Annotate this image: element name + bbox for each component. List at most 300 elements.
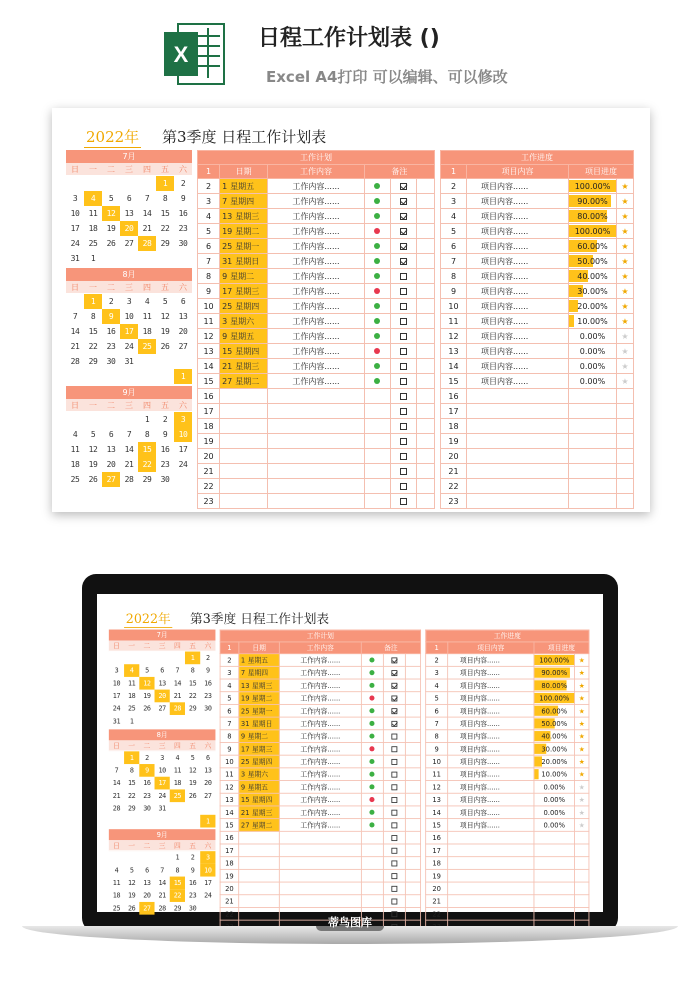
calendar-day[interactable]: 3 [114,666,119,675]
calendar-day[interactable]: 19 [160,327,170,336]
checkbox[interactable] [391,797,397,803]
calendar-day[interactable]: 2 [190,853,195,862]
date-cell[interactable] [239,882,280,895]
work-content[interactable]: 工作内容...... [268,374,364,389]
calendar-day[interactable]: 4 [84,191,102,206]
work-content[interactable]: 工作内容...... [268,284,364,299]
calendar-day[interactable]: 22 [188,692,197,700]
checkbox-cell[interactable] [383,755,405,768]
checkbox[interactable] [400,468,407,475]
calendar-day[interactable]: 7 [114,766,119,775]
checkbox[interactable] [400,228,407,235]
calendar-day[interactable] [102,176,120,191]
calendar-day[interactable]: 1 [144,415,150,424]
project-content[interactable]: 项目内容...... [467,344,569,359]
calendar-day[interactable]: 1 [175,853,180,862]
project-content[interactable]: 项目内容...... [448,819,534,832]
date-cell[interactable] [220,359,268,374]
calendar-day[interactable]: 5 [190,753,195,762]
calendar-day[interactable]: 11 [112,879,121,887]
calendar-day[interactable]: 1 [90,254,96,263]
checkbox[interactable] [391,784,397,790]
calendar-day[interactable]: 3 [72,194,78,203]
calendar-day[interactable]: 31 [124,357,134,366]
calendar-day[interactable] [155,815,170,828]
project-content[interactable]: 项目内容...... [448,717,534,730]
date-cell[interactable] [239,819,280,832]
calendar-day[interactable]: 16 [188,879,197,887]
checkbox[interactable] [400,483,407,490]
calendar-day[interactable]: 16 [178,209,188,218]
calendar-day[interactable]: 27 [178,342,188,351]
calendar-day[interactable]: 10 [174,427,192,442]
calendar-day[interactable]: 12 [102,206,120,221]
checkbox-cell[interactable] [383,806,405,819]
checkbox-cell[interactable] [383,781,405,794]
calendar-day[interactable]: 21 [124,460,134,469]
calendar-day[interactable]: 22 [170,889,185,902]
calendar-day[interactable] [139,851,154,864]
checkbox[interactable] [400,243,407,250]
calendar-day[interactable] [138,369,156,384]
calendar-day[interactable]: 5 [108,194,114,203]
calendar-day[interactable] [66,294,84,309]
work-content[interactable]: 工作内容...... [268,254,364,269]
calendar-day[interactable]: 21 [158,891,166,900]
calendar-day[interactable]: 19 [106,224,116,233]
checkbox[interactable] [400,198,407,205]
calendar-day[interactable]: 24 [112,704,121,713]
calendar-day[interactable]: 10 [70,209,80,218]
calendar-day[interactable]: 9 [102,309,120,324]
calendar-day[interactable]: 4 [144,297,150,306]
date-cell[interactable] [239,857,280,870]
date-cell[interactable] [220,194,268,209]
work-content[interactable]: 工作内容...... [268,209,364,224]
checkbox-cell[interactable] [390,329,416,344]
date-cell[interactable] [220,299,268,314]
date-cell[interactable] [220,389,268,404]
checkbox-cell[interactable] [390,404,416,419]
date-cell[interactable] [239,793,280,806]
date-cell[interactable] [239,895,280,908]
checkbox-cell[interactable] [390,419,416,434]
calendar-day[interactable]: 1 [84,294,102,309]
calendar-day[interactable]: 15 [88,327,98,336]
calendar-day[interactable]: 4 [72,430,78,439]
calendar-day[interactable]: 25 [88,239,98,248]
calendar-day[interactable]: 6 [205,753,210,762]
calendar-day[interactable] [84,369,102,384]
date-cell[interactable] [239,666,280,679]
calendar-day[interactable]: 8 [162,194,168,203]
calendar-day[interactable]: 1 [156,176,174,191]
work-content[interactable] [268,494,364,509]
project-content[interactable] [467,434,569,449]
checkbox[interactable] [400,498,407,505]
work-content[interactable]: 工作内容...... [280,730,362,743]
calendar-day[interactable] [155,715,170,728]
calendar-day[interactable]: 7 [126,430,132,439]
calendar-day[interactable]: 13 [204,766,212,775]
project-content[interactable] [467,449,569,464]
calendar-day[interactable]: 20 [106,460,116,469]
calendar-day[interactable] [185,715,200,728]
work-content[interactable] [268,419,364,434]
project-content[interactable]: 项目内容...... [448,742,534,755]
calendar-day[interactable] [138,176,156,191]
date-cell[interactable] [239,831,280,844]
project-content[interactable] [448,831,534,844]
calendar-day[interactable]: 22 [88,342,98,351]
calendar-day[interactable]: 4 [175,753,180,762]
calendar-day[interactable]: 3 [200,851,215,864]
calendar-day[interactable]: 8 [144,430,150,439]
calendar-day[interactable]: 9 [190,866,195,875]
calendar-day[interactable]: 21 [173,692,182,700]
calendar-day[interactable] [124,652,139,665]
checkbox-cell[interactable] [383,882,405,895]
work-content[interactable] [268,404,364,419]
project-content[interactable]: 项目内容...... [467,239,569,254]
calendar-day[interactable]: 13 [143,879,151,887]
calendar-day[interactable]: 12 [88,445,98,454]
calendar-day[interactable]: 27 [139,902,154,915]
project-content[interactable] [467,419,569,434]
checkbox[interactable] [400,288,407,295]
checkbox[interactable] [391,657,397,663]
calendar-day[interactable]: 25 [138,339,156,354]
work-content[interactable] [280,895,362,908]
calendar-day[interactable]: 1 [129,717,134,726]
calendar-day[interactable]: 3 [160,753,164,762]
calendar-day[interactable]: 28 [158,904,166,913]
calendar-day[interactable] [170,815,185,828]
calendar-day[interactable]: 23 [106,342,116,351]
calendar-day[interactable]: 14 [142,209,152,218]
project-content[interactable] [467,389,569,404]
project-content[interactable] [448,844,534,857]
calendar-day[interactable] [174,251,192,266]
calendar-day[interactable]: 29 [128,804,136,813]
checkbox-cell[interactable] [390,494,416,509]
work-content[interactable]: 工作内容...... [280,768,362,781]
calendar-day[interactable]: 6 [145,866,149,875]
checkbox-cell[interactable] [390,434,416,449]
calendar-day[interactable]: 27 [124,239,134,248]
checkbox-cell[interactable] [390,374,416,389]
checkbox-cell[interactable] [390,449,416,464]
date-cell[interactable] [239,844,280,857]
checkbox[interactable] [391,809,397,815]
work-content[interactable]: 工作内容...... [280,704,362,717]
date-cell[interactable] [220,434,268,449]
checkbox-cell[interactable] [383,730,405,743]
calendar-day[interactable] [155,851,170,864]
checkbox[interactable] [391,873,397,879]
calendar-day[interactable]: 13 [158,679,166,688]
calendar-day[interactable]: 2 [180,179,186,188]
calendar-day[interactable]: 17 [70,224,80,233]
calendar-day[interactable] [139,715,154,728]
work-content[interactable]: 工作内容...... [268,224,364,239]
checkbox[interactable] [391,835,397,841]
calendar-day[interactable]: 14 [158,879,166,887]
checkbox-cell[interactable] [390,479,416,494]
date-cell[interactable] [220,179,268,194]
checkbox[interactable] [400,303,407,310]
calendar-day[interactable]: 20 [178,327,188,336]
calendar-day[interactable]: 25 [112,904,121,913]
calendar-day[interactable]: 5 [90,430,96,439]
calendar-day[interactable]: 14 [112,779,121,787]
checkbox[interactable] [400,423,407,430]
checkbox-cell[interactable] [390,359,416,374]
project-content[interactable] [467,404,569,419]
calendar-day[interactable]: 20 [204,779,212,787]
checkbox[interactable] [391,695,397,701]
date-cell[interactable] [239,692,280,705]
calendar-day[interactable]: 15 [170,877,185,890]
date-cell[interactable] [239,654,280,667]
calendar-day[interactable]: 7 [72,312,78,321]
work-content[interactable]: 工作内容...... [280,666,362,679]
date-cell[interactable] [239,806,280,819]
calendar-day[interactable]: 27 [158,704,166,713]
project-content[interactable]: 项目内容...... [448,692,534,705]
calendar-day[interactable] [200,802,215,815]
checkbox-cell[interactable] [390,314,416,329]
calendar-day[interactable]: 10 [112,679,121,688]
project-content[interactable] [467,494,569,509]
checkbox-cell[interactable] [383,857,405,870]
calendar-day[interactable]: 4 [114,866,119,875]
checkbox-cell[interactable] [390,389,416,404]
calendar-day[interactable]: 9 [205,666,210,675]
calendar-day[interactable]: 25 [70,475,80,484]
calendar-day[interactable]: 19 [128,891,136,900]
calendar-day[interactable]: 18 [142,327,152,336]
calendar-day[interactable]: 3 [126,297,132,306]
calendar-day[interactable] [66,176,84,191]
calendar-day[interactable]: 11 [173,766,182,775]
checkbox-cell[interactable] [390,194,416,209]
checkbox[interactable] [391,682,397,688]
calendar-day[interactable] [120,369,138,384]
calendar-day[interactable] [174,472,192,487]
calendar-day[interactable]: 15 [138,442,156,457]
calendar-day[interactable]: 18 [88,224,98,233]
project-content[interactable]: 项目内容...... [448,806,534,819]
work-content[interactable] [268,389,364,404]
calendar-day[interactable]: 26 [143,704,151,713]
checkbox-cell[interactable] [390,284,416,299]
calendar-day[interactable]: 11 [142,312,152,321]
date-cell[interactable] [220,464,268,479]
calendar-day[interactable]: 6 [108,430,114,439]
date-cell[interactable] [220,419,268,434]
checkbox[interactable] [400,453,407,460]
calendar-day[interactable] [138,354,156,369]
checkbox-cell[interactable] [383,844,405,857]
checkbox[interactable] [400,318,407,325]
calendar-day[interactable]: 25 [170,789,185,802]
calendar-day[interactable]: 10 [158,766,166,775]
work-content[interactable] [280,869,362,882]
calendar-day[interactable] [174,354,192,369]
project-content[interactable]: 项目内容...... [448,755,534,768]
calendar-day[interactable]: 18 [112,891,121,900]
calendar-day[interactable] [109,652,124,665]
work-content[interactable]: 工作内容...... [280,755,362,768]
calendar-day[interactable]: 7 [175,666,180,675]
date-cell[interactable] [220,479,268,494]
calendar-day[interactable]: 12 [128,879,136,887]
calendar-day[interactable]: 29 [173,904,182,913]
calendar-day[interactable]: 29 [188,704,197,713]
calendar-day[interactable]: 24 [178,460,188,469]
date-cell[interactable] [220,224,268,239]
calendar-day[interactable]: 6 [126,194,132,203]
checkbox[interactable] [391,708,397,714]
calendar-day[interactable]: 22 [138,457,156,472]
calendar-day[interactable]: 8 [190,666,195,675]
date-cell[interactable] [220,209,268,224]
date-cell[interactable] [220,374,268,389]
calendar-day[interactable] [156,354,174,369]
date-cell[interactable] [239,742,280,755]
calendar-day[interactable]: 26 [88,475,98,484]
checkbox[interactable] [400,183,407,190]
checkbox-cell[interactable] [390,269,416,284]
calendar-day[interactable]: 9 [139,764,154,777]
calendar-day[interactable]: 13 [178,312,188,321]
calendar-day[interactable]: 4 [124,664,139,677]
calendar-day[interactable]: 18 [173,779,182,787]
checkbox-cell[interactable] [390,254,416,269]
work-content[interactable]: 工作内容...... [280,781,362,794]
calendar-day[interactable]: 8 [129,766,134,775]
calendar-day[interactable]: 9 [162,430,168,439]
calendar-day[interactable]: 16 [143,779,151,787]
checkbox[interactable] [391,746,397,752]
checkbox[interactable] [400,333,407,340]
calendar-day[interactable]: 24 [70,239,80,248]
calendar-day[interactable]: 1 [200,815,215,828]
calendar-day[interactable]: 20 [120,221,138,236]
calendar-day[interactable] [66,412,84,427]
calendar-day[interactable] [200,715,215,728]
checkbox[interactable] [391,898,397,904]
checkbox[interactable] [391,670,397,676]
calendar-day[interactable]: 2 [145,753,149,762]
calendar-day[interactable]: 28 [124,475,134,484]
calendar-day[interactable]: 16 [106,327,116,336]
date-cell[interactable] [239,704,280,717]
work-content[interactable]: 工作内容...... [268,269,364,284]
checkbox-cell[interactable] [383,666,405,679]
calendar-day[interactable]: 19 [188,779,197,787]
checkbox-cell[interactable] [383,717,405,730]
project-content[interactable]: 项目内容...... [467,269,569,284]
calendar-day[interactable]: 31 [158,804,166,813]
checkbox[interactable] [400,393,407,400]
calendar-day[interactable] [156,251,174,266]
work-content[interactable]: 工作内容...... [280,717,362,730]
date-cell[interactable] [239,679,280,692]
project-content[interactable]: 项目内容...... [467,329,569,344]
calendar-day[interactable]: 29 [142,475,152,484]
calendar-day[interactable]: 6 [180,297,186,306]
project-content[interactable]: 项目内容...... [448,768,534,781]
checkbox-cell[interactable] [383,742,405,755]
calendar-day[interactable] [120,251,138,266]
calendar-day[interactable]: 7 [144,194,150,203]
calendar-day[interactable]: 1 [174,369,192,384]
calendar-day[interactable]: 27 [102,472,120,487]
calendar-day[interactable] [120,412,138,427]
date-cell[interactable] [239,730,280,743]
calendar-day[interactable]: 26 [188,791,197,800]
calendar-day[interactable]: 26 [128,904,136,913]
calendar-day[interactable] [156,369,174,384]
calendar-day[interactable]: 21 [112,791,121,800]
calendar-day[interactable] [109,751,124,764]
project-content[interactable] [448,869,534,882]
calendar-day[interactable]: 8 [175,866,180,875]
calendar-day[interactable]: 20 [155,690,170,703]
work-content[interactable] [280,882,362,895]
calendar-day[interactable]: 21 [70,342,80,351]
calendar-day[interactable] [185,815,200,828]
calendar-day[interactable]: 17 [112,692,121,700]
calendar-day[interactable]: 19 [88,460,98,469]
calendar-day[interactable]: 12 [188,766,197,775]
calendar-day[interactable]: 30 [143,804,151,813]
work-content[interactable] [280,857,362,870]
work-content[interactable]: 工作内容...... [268,344,364,359]
calendar-day[interactable]: 18 [128,692,136,700]
calendar-day[interactable] [124,815,139,828]
calendar-day[interactable]: 13 [124,209,134,218]
calendar-day[interactable]: 5 [145,666,149,675]
calendar-day[interactable]: 23 [143,791,151,800]
checkbox-cell[interactable] [390,239,416,254]
calendar-day[interactable]: 28 [112,804,121,813]
project-content[interactable]: 项目内容...... [448,666,534,679]
project-content[interactable] [467,479,569,494]
date-cell[interactable] [220,284,268,299]
date-cell[interactable] [239,755,280,768]
project-content[interactable]: 项目内容...... [448,679,534,692]
calendar-day[interactable]: 29 [160,239,170,248]
calendar-day[interactable]: 1 [124,751,139,764]
date-cell[interactable] [239,717,280,730]
date-cell[interactable] [220,314,268,329]
date-cell[interactable] [239,768,280,781]
calendar-day[interactable]: 9 [180,194,186,203]
calendar-day[interactable]: 11 [88,209,98,218]
checkbox-cell[interactable] [383,704,405,717]
project-content[interactable]: 项目内容...... [467,299,569,314]
calendar-day[interactable]: 7 [160,866,164,875]
calendar-day[interactable]: 5 [162,297,168,306]
calendar-day[interactable] [139,815,154,828]
calendar-day[interactable]: 29 [88,357,98,366]
calendar-day[interactable]: 15 [128,779,136,787]
calendar-day[interactable]: 30 [178,239,188,248]
checkbox[interactable] [400,438,407,445]
